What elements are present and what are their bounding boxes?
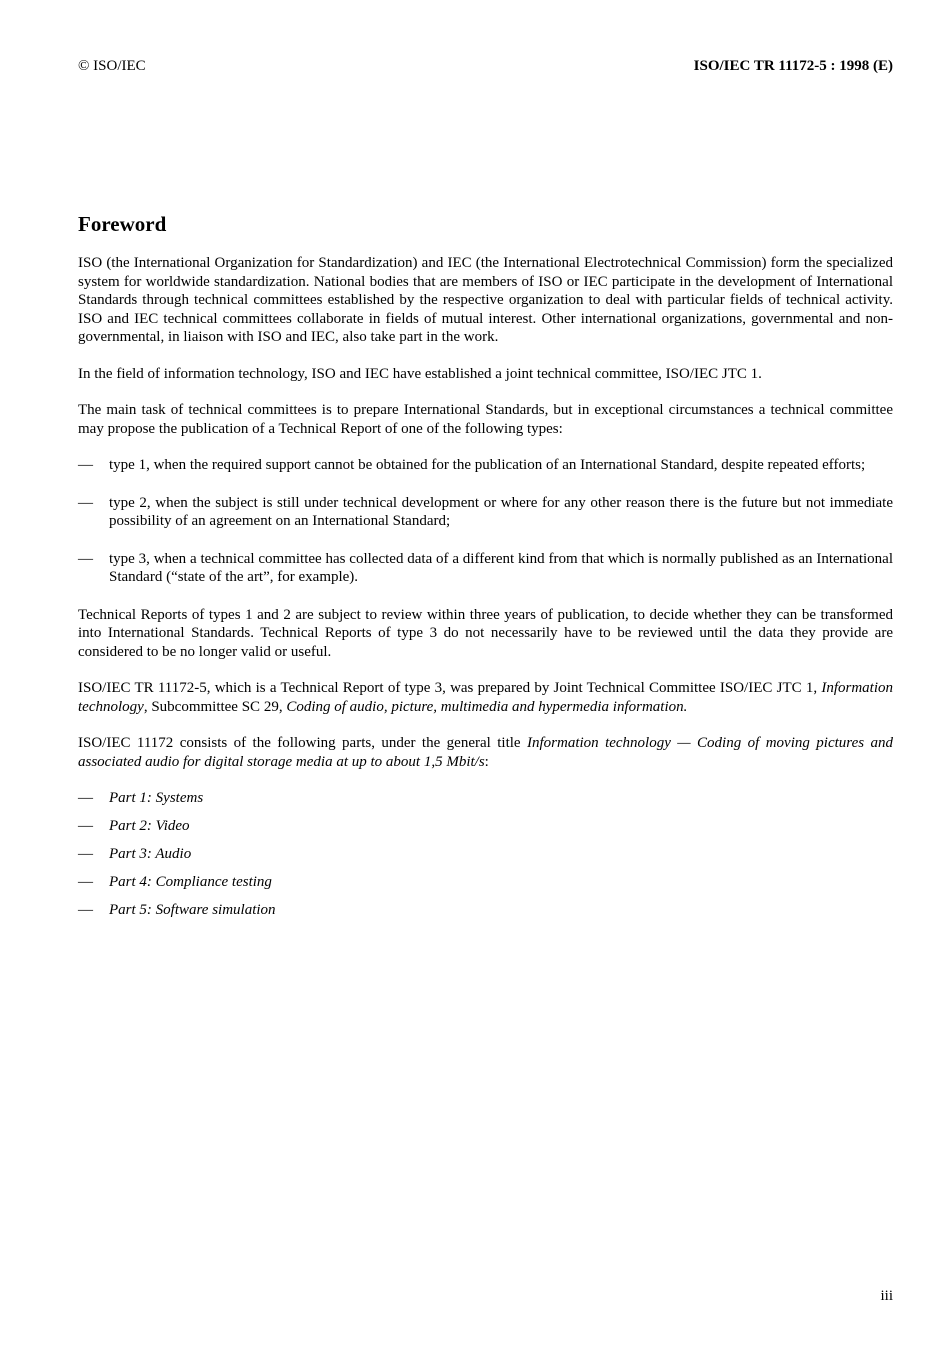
dash-bullet: — bbox=[78, 550, 93, 567]
text-span: ISO/IEC TR 11172-5, which is a Technical Report of type 3, was prepared by Joint Technical Committee ISO/IEC JTC 1, bbox=[78, 680, 822, 697]
page-number: iii bbox=[880, 1288, 893, 1304]
paragraph-prepared-by bbox=[78, 679, 893, 716]
list-item bbox=[78, 456, 893, 475]
dash-bullet: — bbox=[78, 457, 93, 474]
paragraph-main-task: The main task of technical committees is to prepare International Standards, but in exceptional circumstances a technical committee may propose the publication of a Technical Report of one of the following types: bbox=[78, 402, 893, 437]
list-item-text: Part 3: Audio bbox=[109, 846, 192, 863]
text-span: ISO/IEC 11172 consists of the following parts, under the general title bbox=[78, 735, 527, 752]
dash-bullet: — bbox=[78, 818, 93, 835]
list-item-text: Part 1: Systems bbox=[109, 790, 204, 807]
parts-list bbox=[78, 789, 893, 920]
list-item-text: type 1, when the required support cannot be obtained for the publication of an International Standard, despite repeated efforts; bbox=[109, 457, 866, 474]
list-item-text: Part 2: Video bbox=[109, 818, 190, 835]
italic-title: Coding of audio, picture, multimedia and hypermedia information. bbox=[286, 698, 688, 715]
dash-bullet: — bbox=[78, 846, 93, 863]
list-item-text: type 2, when the subject is still under technical development or where for any other reason there is the future but not immediate possibility of an agreement on an International Standard; bbox=[109, 494, 893, 530]
list-item bbox=[78, 550, 893, 587]
page-title: Foreword bbox=[78, 212, 167, 236]
list-item bbox=[78, 845, 893, 864]
list-item-text: Part 5: Software simulation bbox=[109, 902, 276, 919]
header-copyright: © ISO/IEC bbox=[78, 58, 146, 74]
list-item bbox=[78, 873, 893, 892]
dash-bullet: — bbox=[78, 494, 93, 511]
text-span: : bbox=[484, 753, 489, 770]
list-item-text: Part 4: Compliance testing bbox=[109, 874, 272, 891]
paragraph-review: Technical Reports of types 1 and 2 are subject to review within three years of publication, to decide whether they can be transformed into International Standards. Technical Reports of type 3 do not necessarily have to be reviewed until the data they provide are considered to be no longer valid or useful. bbox=[78, 606, 893, 660]
list-item bbox=[78, 789, 893, 808]
dash-bullet: — bbox=[78, 874, 93, 891]
paragraph-iso-iec-intro: ISO (the International Organization for Standardization) and IEC (the International Electrotechnical Commission) form the specialized system for worldwide standardization. National bodies that are members of ISO or IEC participate in the development of International Standards through technical committees established by the respective organization to deal with particular fields of technical activity. ISO and IEC technical committees collaborate in fields of mutual interest. Other international organizations, governmental and non-governmental, in liaison with ISO and IEC, also take part in the work. bbox=[78, 255, 893, 346]
foreword-content bbox=[78, 212, 893, 929]
list-item bbox=[78, 494, 893, 531]
list-item bbox=[78, 817, 893, 836]
list-item-text: type 3, when a technical committee has collected data of a different kind from that which is normally published as an International Standard (“state of the art”, for example). bbox=[109, 550, 893, 586]
dash-bullet: — bbox=[78, 790, 93, 807]
text-span: , Subcommittee SC 29, bbox=[143, 698, 287, 715]
list-item bbox=[78, 901, 893, 920]
header-document-id: ISO/IEC TR 11172-5 : 1998 (E) bbox=[693, 58, 893, 74]
paragraph-jtc1: In the field of information technology, ISO and IEC have established a joint technical committee, ISO/IEC JTC 1. bbox=[78, 365, 762, 382]
italic-title: Information technology — Coding of moving pictures and associated audio for digital storage media at up to about 1,5 Mbit/s bbox=[78, 735, 893, 770]
dash-bullet: — bbox=[78, 902, 93, 919]
report-types-list bbox=[78, 456, 893, 587]
italic-title: Information technology bbox=[78, 680, 893, 715]
paragraph-parts-intro bbox=[78, 734, 893, 771]
